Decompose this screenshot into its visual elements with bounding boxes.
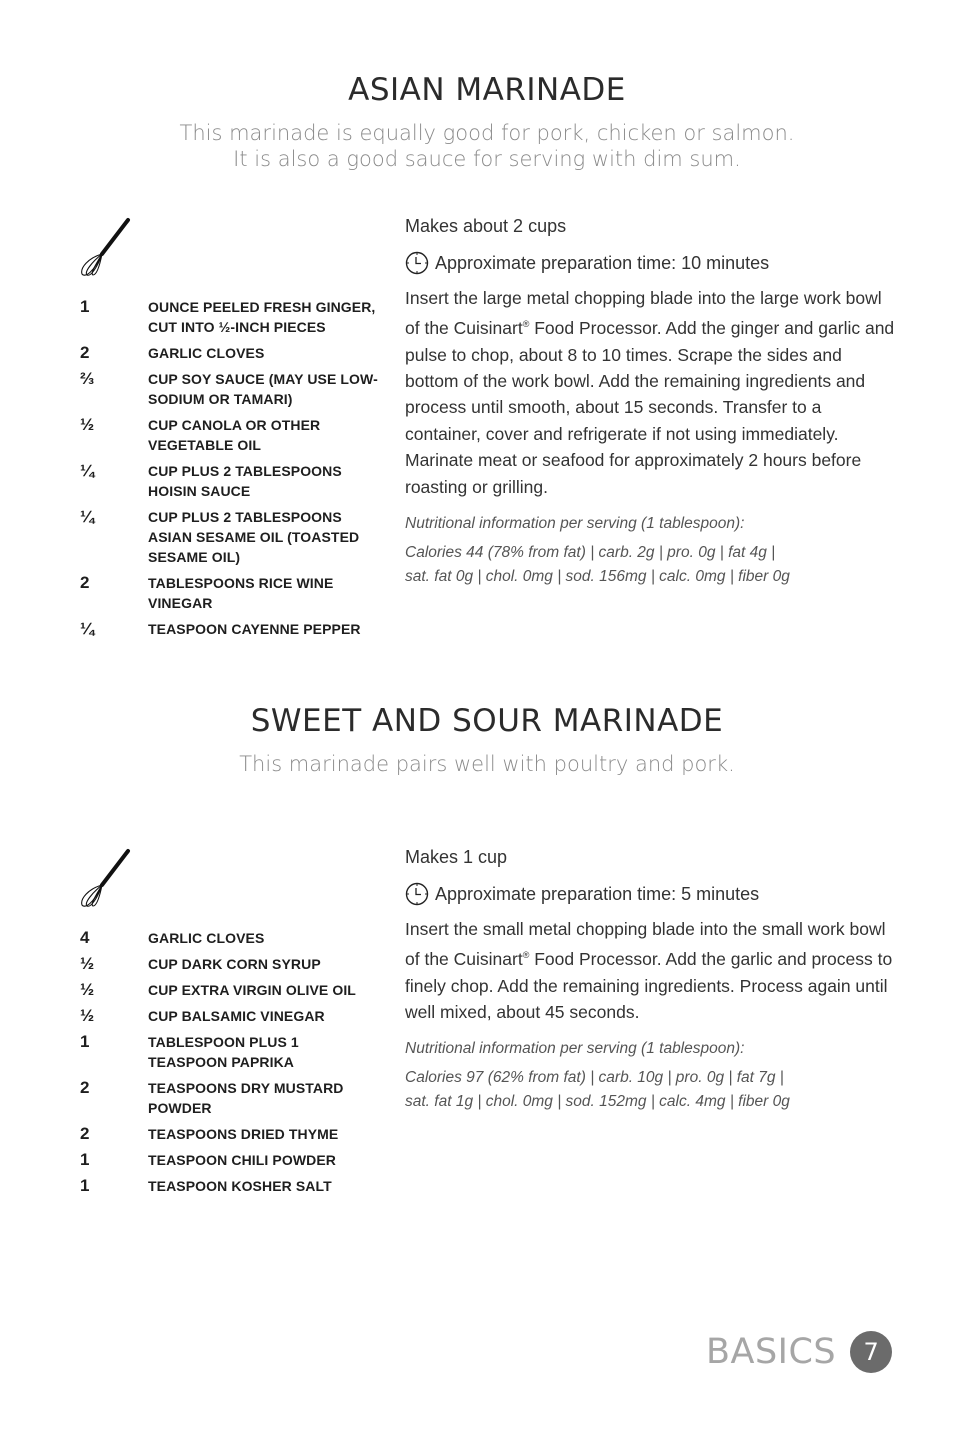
- subtitle-line: This marinade pairs well with poultry and pork.: [239, 752, 735, 776]
- prep-time-text: Approximate preparation time: 5 minutes: [435, 884, 760, 904]
- method-text: [405, 285, 900, 500]
- ingredient-quantity: ¼: [80, 461, 95, 480]
- nutrition-line: Calories 97 (62% from fat) | carb. 10g | pro. 0g | fat 7g |: [405, 1068, 784, 1086]
- ingredient-name: CUP PLUS 2 TABLESPOONS ASIAN SESAME OIL (TOASTED SESAME OIL): [148, 509, 360, 565]
- recipe-details: [405, 214, 900, 590]
- ingredient-item: [80, 1150, 380, 1170]
- ingredient-item: [80, 415, 380, 455]
- ingredient-item: [80, 1078, 380, 1118]
- ingredient-item: [80, 1176, 380, 1196]
- ingredient-name: TEASPOON CHILI POWDER: [148, 1152, 336, 1168]
- ingredient-name: CUP DARK CORN SYRUP: [148, 956, 321, 972]
- ingredient-item: [80, 928, 380, 948]
- nutrition-line: Calories 44 (78% from fat) | carb. 2g | pro. 0g | fat 4g |: [405, 543, 776, 561]
- ingredient-quantity: ½: [80, 1006, 95, 1025]
- ingredient-name: CUP EXTRA VIRGIN OLIVE OIL: [148, 982, 356, 998]
- ingredient-item: [80, 297, 380, 337]
- prep-time: [405, 251, 900, 275]
- recipe-subtitle: [0, 751, 954, 777]
- ingredient-name: TEASPOON KOSHER SALT: [148, 1178, 332, 1194]
- ingredient-quantity: 2: [80, 573, 90, 592]
- section-label: BASICS: [706, 1332, 837, 1372]
- method-part: Insert the large metal chopping blade into the large work bowl of the Cuisinart: [405, 288, 882, 339]
- ingredient-quantity: 2: [80, 1124, 90, 1143]
- ingredient-name: CUP PLUS 2 TABLESPOONS HOISIN SAUCE: [148, 463, 342, 499]
- ingredient-name: TABLESPOONS RICE WINE VINEGAR: [148, 575, 334, 611]
- ingredient-name: TEASPOON CAYENNE PEPPER: [148, 621, 361, 637]
- page-footer: [706, 1328, 892, 1376]
- ingredient-item: [80, 461, 380, 501]
- ingredient-quantity: ⅔: [80, 369, 95, 388]
- ingredient-quantity: 1: [80, 1032, 90, 1051]
- ingredient-list: [80, 928, 380, 1202]
- ingredient-item: [80, 980, 380, 1000]
- ingredient-quantity: 1: [80, 297, 90, 316]
- ingredient-quantity: 2: [80, 343, 90, 362]
- ingredient-name: GARLIC CLOVES: [148, 345, 265, 361]
- ingredient-item: [80, 1124, 380, 1144]
- ingredient-item: [80, 619, 380, 639]
- nutrition-line: sat. fat 1g | chol. 0mg | sod. 152mg | calc. 4mg | fiber 0g: [405, 1093, 790, 1111]
- ingredient-quantity: ¼: [80, 507, 95, 526]
- ingredient-quantity: 1: [80, 1150, 90, 1169]
- ingredient-quantity: ½: [80, 954, 95, 973]
- clock-icon: [405, 251, 429, 275]
- ingredient-item: [80, 507, 380, 567]
- ingredient-name: TEASPOONS DRIED THYME: [148, 1126, 339, 1142]
- ingredient-quantity: ½: [80, 980, 95, 999]
- recipe-details: [405, 845, 900, 1115]
- ingredient-item: [80, 343, 380, 363]
- ingredient-name: TEASPOONS DRY MUSTARD POWDER: [148, 1080, 344, 1116]
- registered-mark: ®: [522, 319, 530, 330]
- ingredient-name: CUP SOY SAUCE (MAY USE LOW-SODIUM OR TAMARI): [148, 371, 378, 407]
- ingredient-list: [80, 297, 380, 645]
- ingredient-item: [80, 954, 380, 974]
- nutrition-line: sat. fat 0g | chol. 0mg | sod. 156mg | calc. 0mg | fiber 0g: [405, 568, 790, 586]
- nutrition-heading: Nutritional information per serving (1 tablespoon):: [405, 515, 745, 533]
- yield-text: Makes about 2 cups: [405, 216, 567, 236]
- ingredient-quantity: ¼: [80, 619, 95, 638]
- ingredient-item: [80, 1032, 380, 1072]
- ingredient-name: CUP BALSAMIC VINEGAR: [148, 1008, 325, 1024]
- method-part: Food Processor. Add the garlic and process to finely chop. Add the remaining ingredients. Process again until well mixed, about 45 seconds.: [405, 949, 893, 1023]
- ingredient-quantity: 4: [80, 928, 90, 947]
- method-part: Food Processor. Add the ginger and garlic and pulse to chop, about 8 to 10 times. Scrape the sides and bottom of the work bowl. Add the remaining ingredients and process until smooth, about 15 seconds. Transfer to a container, cover and refrigerate if not using immediately. Marinate meat or seafood for approximately 2 hours before roasting or grilling.: [405, 318, 895, 497]
- ingredient-name: GARLIC CLOVES: [148, 930, 265, 946]
- recipe-title: SWEET AND SOUR MARINADE: [250, 703, 724, 739]
- prep-time: [405, 882, 900, 906]
- method-part: Insert the small metal chopping blade into the small work bowl of the Cuisinart: [405, 919, 886, 970]
- whisk-icon: [78, 216, 136, 278]
- ingredient-item: [80, 1006, 380, 1026]
- registered-mark: ®: [522, 950, 530, 961]
- page-number: 7: [850, 1331, 892, 1373]
- ingredient-quantity: ½: [80, 415, 95, 434]
- prep-time-text: Approximate preparation time: 10 minutes: [435, 253, 770, 273]
- subtitle-line: This marinade is equally good for pork, chicken or salmon.: [179, 121, 795, 145]
- method-text: [405, 916, 900, 1025]
- whisk-icon: [78, 847, 136, 909]
- nutrition-heading: Nutritional information per serving (1 tablespoon):: [405, 1040, 745, 1058]
- recipe-title: ASIAN MARINADE: [348, 72, 626, 108]
- subtitle-line: It is also a good sauce for serving with dim sum.: [233, 147, 741, 171]
- ingredient-item: [80, 573, 380, 613]
- ingredient-quantity: 1: [80, 1176, 90, 1195]
- ingredient-name: TABLESPOON PLUS 1 TEASPOON PAPRIKA: [148, 1034, 299, 1070]
- ingredient-item: [80, 369, 380, 409]
- yield-text: Makes 1 cup: [405, 847, 508, 867]
- ingredient-name: OUNCE PEELED FRESH GINGER, CUT INTO ½-INCH PIECES: [148, 299, 376, 335]
- clock-icon: [405, 882, 429, 906]
- recipe-subtitle: [0, 120, 954, 172]
- ingredient-quantity: 2: [80, 1078, 90, 1097]
- ingredient-name: CUP CANOLA OR OTHER VEGETABLE OIL: [148, 417, 321, 453]
